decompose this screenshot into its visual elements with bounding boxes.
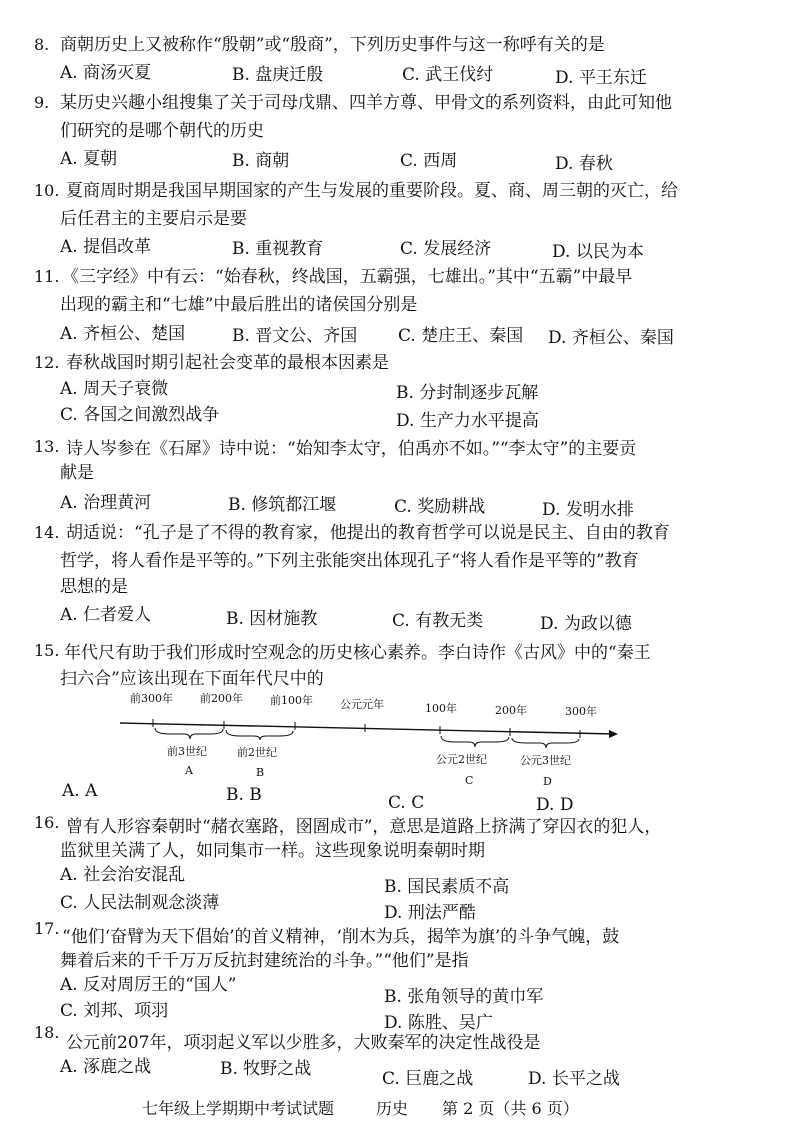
- question-stem: 后任君主的主要启示是要: [60, 209, 247, 229]
- option-a: A. 周天子衰微: [60, 379, 169, 399]
- brace-c: [441, 736, 509, 747]
- option-d: D. 生产力水平提高: [396, 411, 539, 431]
- option-a: A. 齐桓公、楚国: [60, 324, 186, 344]
- brace-d: [512, 738, 579, 748]
- timeline-axis: [120, 723, 615, 734]
- question-number: 10.: [34, 181, 60, 200]
- question-stem: 哲学，将人看作是平等的。”下列主张能突出体现孔子“将人看作是平等的”教育: [60, 551, 639, 571]
- option-c: C. 刘邦、项羽: [60, 1001, 169, 1021]
- option-d: D. D: [536, 795, 574, 815]
- tick-label: 公元元年: [340, 698, 384, 711]
- tick-label: 200年: [495, 704, 527, 717]
- footer-exam-title: 七年级上学期期中考试试题: [142, 1099, 335, 1118]
- option-c: C. 武王伐纣: [402, 65, 494, 85]
- option-d: D. 发明水排: [542, 500, 634, 520]
- question-number: 8.: [34, 35, 50, 54]
- question-stem: 曾有人形容秦朝时“赭衣塞路，囹圄成市”，意思是道路上挤满了穿囚衣的犯人，: [66, 817, 662, 837]
- tick-label: 前100年: [270, 694, 313, 707]
- footer-page-number: 第 2 页（共 6 页）: [442, 1099, 579, 1118]
- option-a: A. 夏朝: [60, 149, 118, 169]
- brace-a: [155, 728, 223, 739]
- segment-label: 前3世纪: [167, 745, 207, 758]
- option-d: D. 为政以德: [540, 614, 632, 634]
- question-number: 15.: [34, 641, 60, 660]
- option-d: D. 刑法严酷: [384, 903, 476, 923]
- option-c: C. 有教无类: [392, 611, 484, 631]
- question-stem: 某历史兴趣小组搜集了关于司母戊鼎、四羊方尊、甲骨文的系列资料，由此可知他: [60, 93, 672, 113]
- question-stem: 监狱里关满了人，如同集市一样。这些现象说明秦朝时期: [60, 841, 485, 861]
- option-b: B. 国民素质不高: [384, 877, 510, 897]
- option-b: B. 修筑都江堰: [228, 495, 337, 515]
- timeline-ruler: [110, 690, 630, 790]
- segment-label: 前2世纪: [237, 746, 277, 759]
- question-number: 13.: [34, 437, 60, 456]
- option-a: A. 社会治安混乱: [60, 865, 186, 885]
- option-a: A. 涿鹿之战: [60, 1057, 152, 1077]
- question-stem: “他们‘奋臂为天下倡始’的首义精神，‘削木为兵，揭竿为旗’的斗争气魄，鼓: [62, 927, 620, 947]
- tick-label: 前200年: [200, 692, 243, 705]
- question-number: 14.: [34, 523, 60, 542]
- option-d: D. 齐桓公、秦国: [548, 328, 674, 348]
- option-d: D. 以民为本: [552, 242, 644, 262]
- option-a: A. 商汤灭夏: [60, 63, 152, 83]
- option-c: C. C: [388, 793, 425, 813]
- option-d: D. 平王东迁: [555, 68, 647, 88]
- tick-label: 前300年: [130, 692, 173, 705]
- option-d: D. 长平之战: [528, 1069, 620, 1089]
- option-c: C. 人民法制观念淡薄: [60, 893, 220, 913]
- segment-label: 公元3世纪: [520, 754, 571, 767]
- option-b: B. 张角领导的黄巾军: [384, 987, 544, 1007]
- option-c: C. 奖励耕战: [394, 497, 486, 517]
- timeline-arrowhead: [609, 730, 618, 738]
- segment-label: 公元2世纪: [436, 753, 487, 766]
- question-stem: 出现的霸主和“七雄”中最后胜出的诸侯国分别是: [60, 295, 418, 315]
- option-b: B. 盘庚迁殷: [232, 65, 324, 85]
- question-stem: 献是: [60, 463, 94, 483]
- brace-b: [226, 730, 293, 740]
- question-number: 17.: [34, 919, 60, 938]
- question-number: 11.: [34, 267, 60, 286]
- segment-letter: C: [465, 774, 474, 787]
- option-a: A. 反对周厉王的“国人”: [60, 975, 237, 995]
- option-b: B. 分封制逐步瓦解: [396, 383, 539, 403]
- option-d: D. 陈胜、吴广: [384, 1013, 493, 1033]
- question-stem: 思想的是: [60, 577, 128, 597]
- option-c: C. 巨鹿之战: [382, 1069, 474, 1089]
- question-number: 16.: [34, 813, 60, 832]
- question-stem: 商朝历史上又被称作“殷朝”或“殷商”，下列历史事件与这一称呼有关的是: [60, 35, 605, 55]
- footer-subject: 历史: [376, 1099, 409, 1118]
- option-b: B. 因材施教: [226, 609, 318, 629]
- option-b: B. 晋文公、齐国: [232, 326, 358, 346]
- question-stem: 诗人岑参在《石犀》诗中说：“始知李太守，伯禹亦不如。”“李太守”的主要贡: [66, 439, 637, 459]
- option-c: C. 楚庄王、秦国: [398, 326, 524, 346]
- question-stem: 春秋战国时期引起社会变革的最根本因素是: [66, 353, 389, 373]
- tick-label: 100年: [425, 702, 457, 715]
- option-b: B. B: [226, 785, 262, 805]
- question-number: 12.: [34, 353, 60, 372]
- question-stem: 胡适说：“孔子是了不得的教育家，他提出的教育哲学可以说是民主、自由的教育: [66, 523, 670, 543]
- option-a: A. 提倡改革: [60, 237, 152, 257]
- option-c: C. 西周: [400, 151, 458, 171]
- question-stem: 们研究的是哪个朝代的历史: [60, 121, 264, 141]
- option-b: B. 重视教育: [232, 239, 324, 259]
- option-a: A. A: [62, 781, 98, 801]
- question-number: 18.: [34, 1023, 60, 1042]
- segment-letter: A: [185, 764, 193, 777]
- question-stem: 舞着后来的千千万万反抗封建统治的斗争。”“他们”是指: [60, 951, 469, 971]
- option-c: C. 各国之间激烈战争: [60, 405, 220, 425]
- option-a: A. 治理黄河: [60, 493, 152, 513]
- option-b: B. 商朝: [232, 151, 290, 171]
- question-stem: 《三字经》中有云：“始春秋，终战国，五霸强，七雄出。”其中“五霸”中最早: [62, 267, 633, 287]
- option-c: C. 发展经济: [400, 239, 492, 259]
- question-number: 9.: [34, 93, 50, 112]
- tick-label: 300年: [565, 705, 597, 718]
- option-d: D. 春秋: [555, 154, 613, 174]
- option-a: A. 仁者爱人: [60, 605, 152, 625]
- question-stem: 夏商周时期是我国早期国家的产生与发展的重要阶段。夏、商、周三朝的灭亡，给: [66, 181, 678, 201]
- option-b: B. 牧野之战: [220, 1059, 312, 1079]
- question-stem: 扫六合”应该出现在下面年代尺中的: [60, 669, 324, 689]
- question-stem: 年代尺有助于我们形成时空观念的历史核心素养。李白诗作《古风》中的“秦王: [64, 643, 651, 663]
- question-stem: 公元前207年，项羽起义军以少胜多，大败秦军的决定性战役是: [66, 1033, 541, 1053]
- segment-letter: D: [543, 775, 552, 788]
- segment-letter: B: [256, 766, 265, 779]
